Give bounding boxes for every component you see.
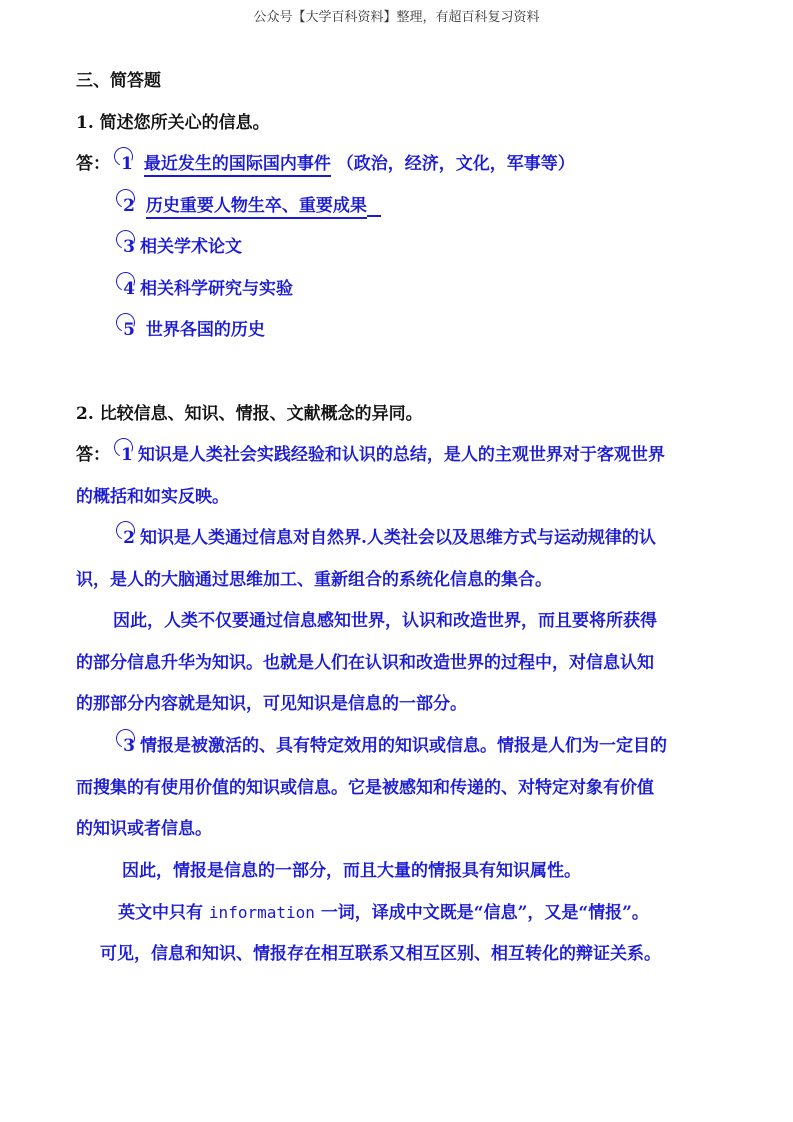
para-text: 情报是被激活的、具有特定效用的知识或信息。情报是人们为一定目的 [140,736,667,756]
q2-para-3-line-1: 因此，人类不仅要通过信息感知世界，认识和改造世界，而且要将所获得 [113,611,657,631]
para-text-a: 英文中只有 [118,903,203,923]
circled-number-1: 1 [116,154,138,174]
section-title: 三、简答题 [76,71,161,91]
circled-number-3: 3 [118,237,140,257]
para-text-b: 一词，译成中文既是“信息”，又是“情报”。 [320,903,649,923]
q1-answer-item-3 [118,232,242,257]
item-text: 相关科学研究与实验 [140,279,293,299]
q2-para-2-line-2: 识，是人的大脑通过思维加工、重新组合的系统化信息的集合。 [76,570,552,590]
item-text: 最近发生的国际国内事件 [144,154,331,177]
q2-para-5: 因此，情报是信息的一部分，而且大量的情报具有知识属性。 [122,861,581,881]
circled-number-4: 4 [118,279,140,299]
item-text: 相关学术论文 [140,237,242,257]
answer-label: 答： [76,154,110,174]
q2-para-4-line-3: 的知识或者信息。 [76,819,212,839]
q2-para-7: 可见，信息和知识、情报存在相互联系又相互区别、相互转化的辩证关系。 [100,944,661,964]
q2-para-4-line-1 [118,731,667,756]
q2-para-1-line-1 [76,440,665,465]
circled-number-5: 5 [118,320,140,340]
q2-para-3-line-3: 的那部分内容就是知识，可见知识是信息的一部分。 [76,694,467,714]
circled-number-2: 2 [118,196,140,216]
q2-para-3-line-2: 的部分信息升华为知识。也就是人们在认识和改造世界的过程中，对信息认知 [76,653,654,673]
q1-answer-item-5 [118,315,265,340]
q2-para-6 [118,898,649,923]
item-text: 世界各国的历史 [140,320,265,340]
circled-number-3: 3 [118,736,140,756]
answer-label: 答： [76,445,110,465]
item-text: 历史重要人物生卒、重要成果 [146,196,367,219]
english-word: information [208,903,315,922]
q2-para-1-line-2: 的概括和如实反映。 [76,487,229,507]
q1-answer-item-1 [76,149,575,174]
q1-answer-item-2 [118,191,381,217]
circled-number-1: 1 [116,445,138,465]
page-header: 公众号【大学百科资料】整理，有超百科复习资料 [253,10,540,25]
circled-number-2: 2 [118,528,140,548]
para-text: 知识是人类社会实践经验和认识的总结，是人的主观世界对于客观世界 [137,445,665,465]
q2-para-4-line-2: 而搜集的有使用价值的知识或信息。它是被感知和传递的、对特定对象有价值 [76,778,654,798]
item-extra: （政治，经济，文化，军事等） [336,154,575,174]
para-text: 知识是人类通过信息对自然界.人类社会以及思维方式与运动规律的认 [140,528,656,548]
q1-answer-item-4 [118,274,293,299]
question-2: 2. 比较信息、知识、情报、文献概念的异同。 [76,404,423,424]
q2-para-2-line-1 [118,523,656,548]
question-1: 1. 简述您所关心的信息。 [76,113,270,133]
